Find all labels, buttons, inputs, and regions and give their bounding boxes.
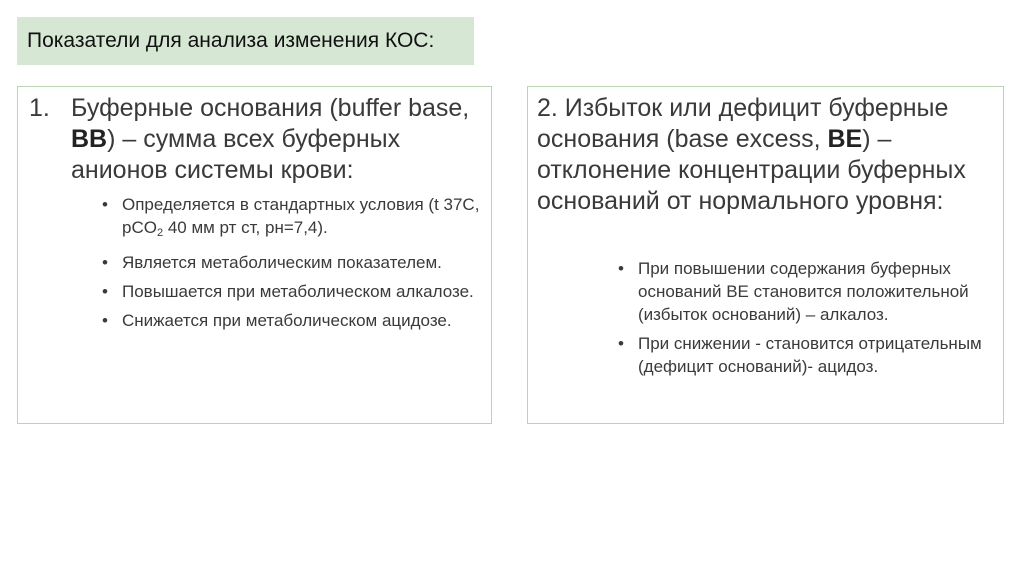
left-heading-text-1: Буферные основания (buffer base, — [71, 94, 470, 122]
title-box — [17, 17, 474, 65]
right-bullet-2-text: При снижении - становится отрицательным (дефицит оснований)- ацидоз. — [638, 334, 982, 376]
right-heading-bold: BE — [827, 125, 863, 153]
left-bullet-list — [102, 193, 482, 338]
left-bullet-1-subscript: 2 — [156, 227, 164, 239]
left-bullet-3-text: Повышается при метаболическом алкалозе. — [122, 282, 474, 301]
left-bullet-2 — [102, 251, 482, 274]
bullet-icon: • — [102, 311, 108, 330]
bullet-icon: • — [102, 253, 108, 272]
right-heading-text-1: 2. Избыток или дефицит буферные основания (base excess, — [537, 94, 949, 153]
left-bullet-1-text-1: Определяется в стандартных условия (t 37С, pCO — [122, 195, 480, 237]
right-bullet-list — [618, 257, 998, 384]
left-bullet-3 — [102, 280, 482, 303]
left-bullet-1-text-2: 40 мм рт ст, рн=7,4). — [163, 218, 328, 237]
bullet-icon: • — [618, 334, 624, 353]
bullet-icon: • — [102, 195, 108, 214]
left-heading-text-2: ) – сумма всех буферных анионов системы крови: — [71, 125, 401, 184]
bullet-icon: • — [102, 282, 108, 301]
bullet-icon: • — [618, 259, 624, 278]
left-main-item — [29, 93, 489, 186]
slide-title: Показатели для анализа изменения КОС: — [27, 29, 435, 52]
right-panel — [527, 86, 1004, 424]
left-item-heading — [71, 93, 489, 186]
left-bullet-4-text: Снижается при метаболическом ацидозе. — [122, 311, 452, 330]
left-item-number: 1. — [29, 94, 50, 122]
left-bullet-4 — [102, 309, 482, 332]
left-panel — [17, 86, 492, 424]
right-bullet-1-text: При повышении содержания буферных оснований ВЕ становится положительной (избыток оснований) – алкалоз. — [638, 259, 969, 324]
right-main-item — [537, 93, 997, 217]
right-bullet-2 — [618, 332, 998, 378]
right-heading-text-2: ) – отклонение концентрации буферных оснований от нормального уровня: — [537, 125, 966, 215]
left-bullet-1 — [102, 193, 482, 245]
right-bullet-1 — [618, 257, 998, 326]
left-bullet-2-text: Является метаболическим показателем. — [122, 253, 442, 272]
left-heading-bold: BB — [71, 125, 108, 153]
